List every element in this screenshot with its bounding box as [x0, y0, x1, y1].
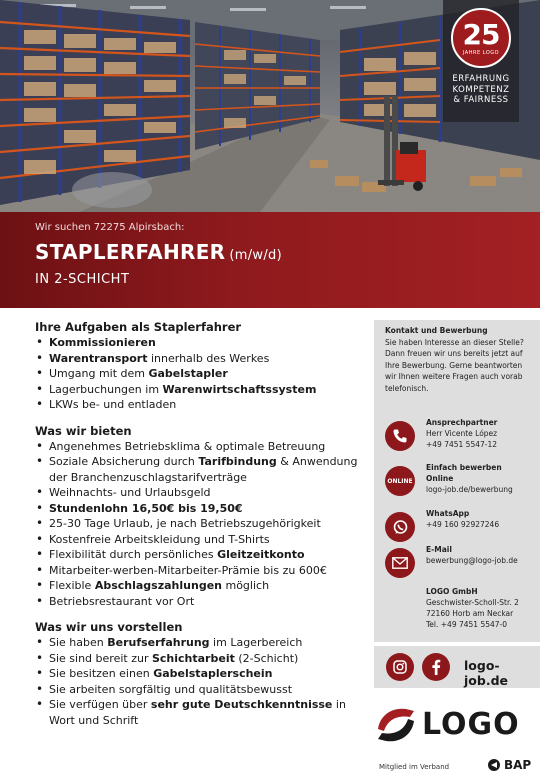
list-item	[35, 335, 365, 351]
list-item-text: (2-Schicht)	[234, 651, 299, 665]
contact-panel	[374, 320, 540, 642]
contact-email-label: E-Mail	[426, 545, 452, 554]
list-item-text: Betriebsrestaurant vor Ort	[49, 594, 195, 608]
company-address	[426, 586, 519, 630]
list-item-text: 25-30 Tage Urlaub, je nach Betriebszugehörigkeit	[49, 517, 321, 530]
job-intro: Wir suchen 72275 Alpirsbach:	[35, 222, 185, 233]
list-item-text: Kommissionieren	[49, 336, 156, 349]
list-item	[35, 351, 365, 367]
list-item	[35, 532, 365, 548]
facebook-icon[interactable]	[422, 653, 450, 681]
contact-intro-text: Sie haben Interesse an dieser Stelle? Dann freuen wir uns bereits jetzt auf Ihre Bewerbung. Gerne beantworten wir Ihnen weitere Fragen auch vorab telefonisch.	[385, 337, 524, 393]
list-item-text: Weihnachts- und Urlaubsgeld	[49, 486, 211, 499]
anniversary-badge	[443, 0, 519, 122]
job-title	[35, 240, 282, 264]
company-name: LOGO GmbH	[426, 587, 478, 596]
hero-image	[0, 0, 540, 212]
job-title-text: STAPLERFAHRER	[35, 240, 226, 264]
list-item	[35, 635, 365, 651]
list-item-text: im Lagerbereich	[209, 636, 303, 649]
contact-email[interactable]	[385, 544, 535, 578]
badge-line-1: ERFAHRUNG	[452, 74, 510, 84]
offer-section	[35, 424, 365, 610]
job-subtitle: IN 2-SCHICHT	[35, 272, 130, 287]
list-item-text: Abschlagszahlungen	[94, 579, 222, 592]
list-item-text: Umgang mit dem	[49, 367, 149, 380]
contact-heading: Kontakt und Bewerbung	[385, 326, 488, 335]
bap-mark-icon	[487, 758, 501, 772]
social-bar	[374, 646, 540, 688]
list-item-text: Gleitzeitkonto	[217, 548, 305, 561]
job-gender: (m/w/d)	[229, 248, 282, 263]
list-item-text: Sie arbeiten sorgfältig und qualitätsbewusst	[49, 682, 293, 696]
tasks-section	[35, 320, 365, 413]
bap-text: BAP	[504, 758, 532, 772]
badge-number: 25	[462, 17, 500, 51]
list-item	[35, 682, 365, 698]
list-item-text: Sie sind bereit zur	[49, 651, 152, 665]
offer-title: Was wir bieten	[35, 423, 132, 438]
expect-list	[35, 635, 365, 728]
badge-subtitle: JAHRE LOGO	[462, 49, 500, 56]
expect-section	[35, 620, 365, 728]
contact-person[interactable]	[385, 417, 535, 451]
badge-values	[452, 74, 509, 106]
list-item-text: innerhalb des Werkes	[147, 351, 270, 365]
list-item	[35, 366, 365, 382]
expect-title: Was wir uns vorstellen	[35, 620, 183, 634]
online-icon-text: ONLINE	[387, 477, 413, 485]
list-item	[35, 666, 365, 682]
online-icon	[385, 466, 415, 496]
title-band	[0, 212, 540, 308]
list-item-text: Sie besitzen einen	[49, 667, 154, 680]
list-item-text: Gabelstapler	[148, 367, 228, 380]
bap-logo	[487, 758, 531, 772]
contact-whatsapp-number[interactable]: +49 160 92927246	[426, 520, 500, 529]
list-item-text: Mitarbeiter-werben-Mitarbeiter-Prämie bis zu 600€	[49, 563, 327, 577]
list-item-text: in Wort und Schrift	[49, 698, 346, 727]
list-item-text: Flexibilität durch persönliches	[49, 548, 218, 561]
list-item	[35, 454, 365, 485]
list-item-text: Warenwirtschaftssystem	[162, 382, 317, 396]
tasks-list	[35, 335, 365, 413]
contact-whatsapp[interactable]	[385, 508, 535, 542]
mail-icon	[385, 548, 415, 578]
job-details	[35, 320, 365, 739]
list-item-text: Stundenlohn 16,50€ bis 19,50€	[49, 501, 243, 515]
list-item-text: sehr gute Deutschkenntnisse	[150, 698, 333, 711]
offer-list	[35, 439, 365, 610]
list-item	[35, 594, 365, 610]
company-tel: Tel. +49 7451 5547-0	[426, 620, 508, 629]
contact-online-label: Einfach bewerben	[426, 463, 502, 472]
contact-person-label: Ansprechpartner	[426, 418, 498, 427]
phone-icon	[385, 421, 415, 451]
list-item-text: & Anwendung der Branchenzuschlagstarifverträge	[49, 455, 358, 484]
list-item-text: Tarifbindung	[198, 455, 277, 468]
list-item	[35, 501, 365, 517]
list-item	[35, 516, 365, 532]
list-item	[35, 578, 365, 594]
list-item-text: Angenehmes Betriebsklima & optimale Betreuung	[49, 439, 326, 453]
list-item-text: Lagerbuchungen im	[49, 382, 163, 396]
list-item-text: Sie verfügen über	[49, 698, 151, 711]
company-street: Geschwister-Scholl-Str. 2	[426, 598, 519, 607]
list-item	[35, 397, 365, 413]
contact-person-name: Herr Vicente López	[426, 429, 498, 438]
badge-line-2: KOMPETENZ	[452, 84, 510, 95]
list-item-text: Schichtarbeit	[151, 651, 235, 665]
logo-wordmark: LOGO	[422, 707, 520, 742]
contact-online[interactable]	[385, 462, 535, 496]
list-item	[35, 547, 365, 563]
whatsapp-icon	[385, 512, 415, 542]
instagram-icon[interactable]	[386, 653, 414, 681]
contact-online-label2: Online	[426, 474, 454, 483]
contact-whatsapp-label: WhatsApp	[426, 509, 470, 518]
list-item-text: LKWs be- und entladen	[49, 398, 177, 411]
list-item	[35, 563, 365, 579]
list-item-text: Sie haben	[49, 636, 108, 649]
contact-online-url[interactable]: logo-job.de/bewerbung	[426, 485, 513, 494]
tasks-title: Ihre Aufgaben als Staplerfahrer	[35, 320, 242, 334]
list-item-text: Warentransport	[49, 351, 148, 365]
contact-intro	[385, 325, 535, 394]
list-item-text: Soziale Absicherung durch	[49, 455, 199, 468]
list-item-text: Gabelstaplerschein	[153, 667, 273, 680]
list-item	[35, 439, 365, 455]
list-item	[35, 382, 365, 398]
list-item-text: möglich	[221, 579, 270, 592]
list-item-text: Kostenfreie Arbeitskleidung und T-Shirts	[49, 532, 270, 546]
list-item-text: Flexible	[49, 579, 95, 592]
list-item	[35, 697, 365, 728]
company-city: 72160 Horb am Neckar	[426, 609, 514, 618]
badge-line-3: & FAIRNESS	[453, 95, 509, 105]
contact-person-phone[interactable]: +49 7451 5547-12	[426, 440, 498, 449]
website-link[interactable]: logo-job.de	[464, 658, 508, 688]
list-item	[35, 651, 365, 667]
anniversary-seal	[451, 8, 511, 68]
contact-email-address[interactable]: bewerbung@logo-job.de	[426, 556, 518, 565]
membership-note: Mitglied im Verband	[379, 763, 450, 771]
list-item-text: Berufserfahrung	[107, 636, 210, 649]
logo-mark-icon	[374, 703, 418, 747]
list-item	[35, 485, 365, 501]
company-logo	[374, 703, 534, 747]
